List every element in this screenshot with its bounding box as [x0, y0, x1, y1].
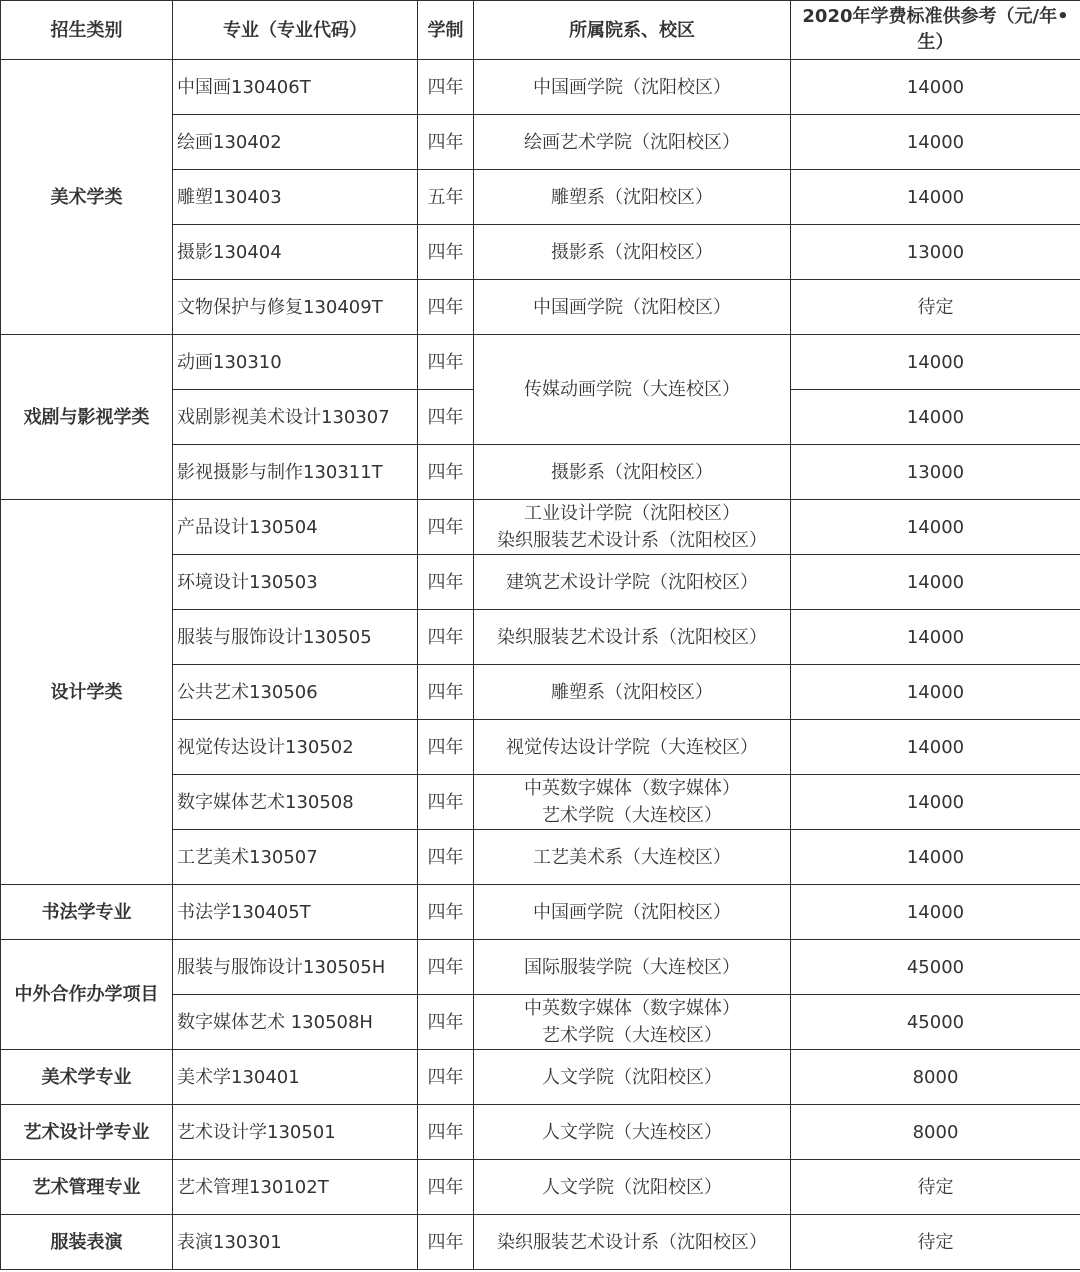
fee-cell: 14000 — [791, 170, 1080, 225]
fee-cell: 14000 — [791, 720, 1080, 775]
table-row — [1, 60, 1080, 115]
fee-cell: 14000 — [791, 555, 1080, 610]
table-row — [1, 500, 1080, 555]
school-cell — [474, 775, 791, 830]
duration-cell: 四年 — [418, 445, 474, 500]
school-line: 摄影系（沈阳校区） — [551, 461, 713, 483]
duration-cell: 四年 — [418, 500, 474, 555]
school-line: 中国画学院（沈阳校区） — [533, 901, 731, 923]
school-cell — [474, 1160, 791, 1215]
category-cell: 艺术设计学专业 — [1, 1105, 173, 1160]
major-cell: 戏剧影视美术设计130307 — [173, 390, 418, 445]
table-row — [1, 335, 1080, 390]
school-cell — [474, 280, 791, 335]
major-cell: 中国画130406T — [173, 60, 418, 115]
header-duration: 学制 — [418, 1, 474, 60]
category-cell: 艺术管理专业 — [1, 1160, 173, 1215]
school-line: 染织服装艺术设计系（沈阳校区） — [497, 626, 767, 648]
school-line: 中英数字媒体（数字媒体） — [524, 778, 740, 799]
duration-cell: 四年 — [418, 225, 474, 280]
table-row — [1, 940, 1080, 995]
fee-cell: 待定 — [791, 1160, 1080, 1215]
category-cell: 设计学类 — [1, 500, 173, 885]
fee-cell: 8000 — [791, 1105, 1080, 1160]
category-cell: 美术学类 — [1, 60, 173, 335]
duration-cell: 四年 — [418, 335, 474, 390]
fee-cell: 14000 — [791, 335, 1080, 390]
school-line: 建筑艺术设计学院（沈阳校区） — [506, 571, 758, 593]
school-line: 中国画学院（沈阳校区） — [533, 76, 731, 98]
major-cell: 数字媒体艺术 130508H — [173, 995, 418, 1050]
major-cell: 雕塑130403 — [173, 170, 418, 225]
duration-cell: 四年 — [418, 775, 474, 830]
major-cell: 书法学130405T — [173, 885, 418, 940]
duration-cell: 四年 — [418, 60, 474, 115]
duration-cell: 四年 — [418, 115, 474, 170]
header-fee: 2020年学费标准供参考（元/年•生） — [791, 1, 1080, 60]
major-cell: 服装与服饰设计130505 — [173, 610, 418, 665]
category-cell: 戏剧与影视学类 — [1, 335, 173, 500]
school-cell — [474, 445, 791, 500]
school-line: 染织服装艺术设计系（沈阳校区） — [497, 1231, 767, 1253]
school-cell — [474, 555, 791, 610]
fee-cell: 13000 — [791, 225, 1080, 280]
school-line: 国际服装学院（大连校区） — [524, 956, 740, 978]
major-cell: 公共艺术130506 — [173, 665, 418, 720]
school-line: 工业设计学院（沈阳校区） — [524, 503, 740, 524]
major-cell: 影视摄影与制作130311T — [173, 445, 418, 500]
school-line: 人文学院（沈阳校区） — [542, 1066, 722, 1088]
fee-cell: 待定 — [791, 1215, 1080, 1270]
duration-cell: 四年 — [418, 885, 474, 940]
school-cell — [474, 830, 791, 885]
school-cell — [474, 500, 791, 555]
major-cell: 数字媒体艺术130508 — [173, 775, 418, 830]
school-line: 中英数字媒体（数字媒体） — [524, 998, 740, 1019]
school-cell — [474, 610, 791, 665]
duration-cell: 四年 — [418, 1050, 474, 1105]
header-school: 所属院系、校区 — [474, 1, 791, 60]
school-cell — [474, 995, 791, 1050]
major-cell: 工艺美术130507 — [173, 830, 418, 885]
school-cell — [474, 60, 791, 115]
major-cell: 环境设计130503 — [173, 555, 418, 610]
fee-cell: 14000 — [791, 665, 1080, 720]
header-row — [1, 1, 1080, 60]
school-cell — [474, 720, 791, 775]
major-cell: 服装与服饰设计130505H — [173, 940, 418, 995]
major-cell: 动画130310 — [173, 335, 418, 390]
fee-cell: 8000 — [791, 1050, 1080, 1105]
duration-cell: 四年 — [418, 610, 474, 665]
table-row — [1, 1050, 1080, 1105]
school-cell — [474, 335, 791, 445]
table-row — [1, 885, 1080, 940]
fee-cell: 14000 — [791, 60, 1080, 115]
school-line: 艺术学院（大连校区） — [542, 1025, 722, 1046]
school-line: 人文学院（大连校区） — [542, 1121, 722, 1143]
duration-cell: 四年 — [418, 665, 474, 720]
major-cell: 表演130301 — [173, 1215, 418, 1270]
category-cell: 中外合作办学项目 — [1, 940, 173, 1050]
category-cell: 美术学专业 — [1, 1050, 173, 1105]
fee-cell: 45000 — [791, 995, 1080, 1050]
category-cell: 书法学专业 — [1, 885, 173, 940]
fee-cell: 14000 — [791, 775, 1080, 830]
school-cell — [474, 115, 791, 170]
duration-cell: 四年 — [418, 1160, 474, 1215]
major-cell: 美术学130401 — [173, 1050, 418, 1105]
school-line: 视觉传达设计学院（大连校区） — [506, 736, 758, 758]
duration-cell: 四年 — [418, 390, 474, 445]
fee-cell: 45000 — [791, 940, 1080, 995]
school-line: 中国画学院（沈阳校区） — [533, 296, 731, 318]
table-row — [1, 1215, 1080, 1270]
school-cell — [474, 940, 791, 995]
duration-cell: 四年 — [418, 1105, 474, 1160]
fee-cell: 14000 — [791, 115, 1080, 170]
school-cell — [474, 170, 791, 225]
major-cell: 产品设计130504 — [173, 500, 418, 555]
header-major: 专业（专业代码） — [173, 1, 418, 60]
duration-cell: 四年 — [418, 1215, 474, 1270]
major-cell: 绘画130402 — [173, 115, 418, 170]
school-cell — [474, 1105, 791, 1160]
duration-cell: 五年 — [418, 170, 474, 225]
school-line: 摄影系（沈阳校区） — [551, 241, 713, 263]
fee-cell: 14000 — [791, 885, 1080, 940]
fee-cell: 待定 — [791, 280, 1080, 335]
fee-cell: 14000 — [791, 610, 1080, 665]
school-cell — [474, 225, 791, 280]
school-line: 绘画艺术学院（沈阳校区） — [524, 131, 740, 153]
duration-cell: 四年 — [418, 720, 474, 775]
duration-cell: 四年 — [418, 555, 474, 610]
fee-cell: 14000 — [791, 830, 1080, 885]
school-line: 人文学院（沈阳校区） — [542, 1176, 722, 1198]
header-category: 招生类别 — [1, 1, 173, 60]
school-line: 雕塑系（沈阳校区） — [551, 681, 713, 703]
fee-cell: 14000 — [791, 390, 1080, 445]
school-line: 工艺美术系（大连校区） — [533, 846, 731, 868]
school-line: 染织服装艺术设计系（沈阳校区） — [497, 530, 767, 551]
school-cell — [474, 885, 791, 940]
school-line: 传媒动画学院（大连校区） — [524, 379, 740, 400]
table-row — [1, 1105, 1080, 1160]
school-line: 雕塑系（沈阳校区） — [551, 186, 713, 208]
major-cell: 文物保护与修复130409T — [173, 280, 418, 335]
duration-cell: 四年 — [418, 940, 474, 995]
school-cell — [474, 1215, 791, 1270]
major-cell: 摄影130404 — [173, 225, 418, 280]
major-cell: 艺术管理130102T — [173, 1160, 418, 1215]
school-cell — [474, 665, 791, 720]
fee-cell: 13000 — [791, 445, 1080, 500]
fee-cell: 14000 — [791, 500, 1080, 555]
duration-cell: 四年 — [418, 280, 474, 335]
duration-cell: 四年 — [418, 995, 474, 1050]
major-cell: 视觉传达设计130502 — [173, 720, 418, 775]
school-line: 艺术学院（大连校区） — [542, 805, 722, 826]
school-cell — [474, 1050, 791, 1105]
major-cell: 艺术设计学130501 — [173, 1105, 418, 1160]
category-cell: 服装表演 — [1, 1215, 173, 1270]
duration-cell: 四年 — [418, 830, 474, 885]
table-row — [1, 1160, 1080, 1215]
